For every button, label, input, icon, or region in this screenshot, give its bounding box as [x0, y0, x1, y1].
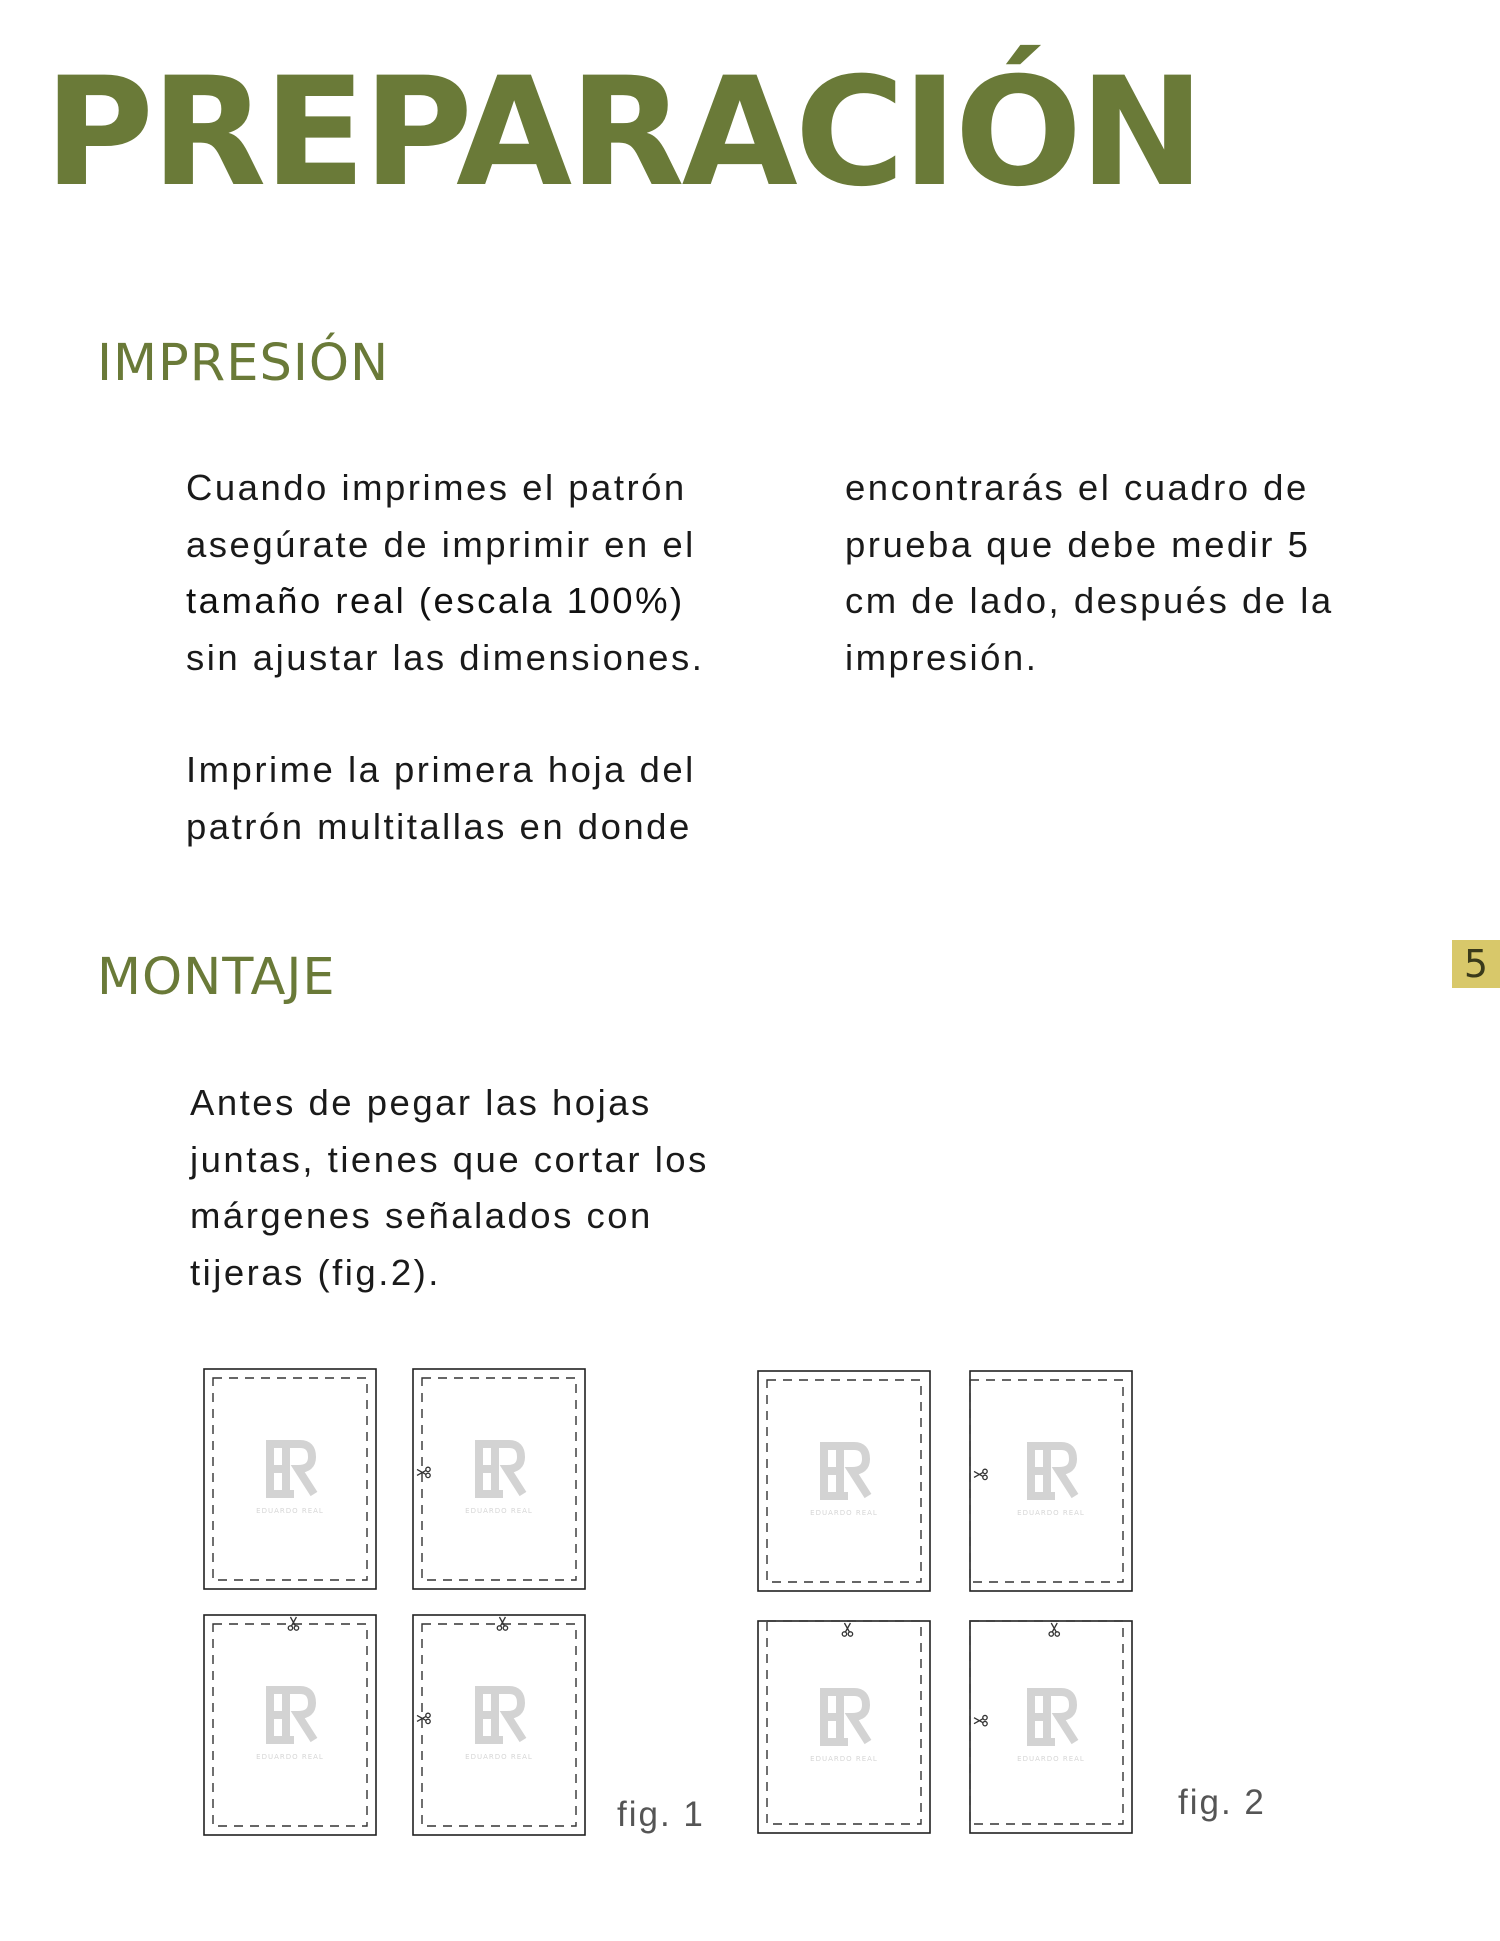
text-line: asegúrate de imprimir en el	[186, 523, 696, 565]
text-line: cm de lado, después de la	[845, 580, 1334, 621]
figure-2-sheets	[755, 1368, 1155, 1838]
text-line: Imprime la primera hoja del	[186, 749, 696, 790]
pattern-sheet	[758, 1621, 930, 1833]
pattern-sheet	[413, 1615, 585, 1835]
text-line-emphasis: tamaño real (escala 100%)	[186, 580, 685, 621]
brand-logo-text: EDUARDO REAL	[465, 1507, 533, 1515]
figure-2-caption: fig. 2	[1178, 1783, 1266, 1822]
impresion-paragraph-2	[186, 742, 696, 855]
figure-1-caption: fig. 1	[617, 1795, 705, 1834]
text-line: Cuando imprimes el patrón	[186, 467, 687, 508]
page-title: PREPARACIÓN	[44, 46, 1202, 220]
text-line: márgenes señalados con	[190, 1195, 653, 1236]
brand-logo-text: EDUARDO REAL	[465, 1753, 533, 1761]
text-line: impresión.	[845, 636, 1039, 678]
brand-logo-text: EDUARDO REAL	[256, 1753, 324, 1761]
pattern-sheet	[970, 1371, 1132, 1591]
brand-logo-text: EDUARDO REAL	[1017, 1509, 1085, 1517]
impresion-paragraph-col2	[845, 460, 1334, 686]
text-line: patrón multitallas en donde	[186, 805, 692, 847]
page-number-badge: 5	[1452, 940, 1500, 988]
section-heading-impresion: IMPRESIÓN	[97, 334, 390, 393]
brand-logo-text: EDUARDO REAL	[810, 1509, 878, 1517]
text-line: encontrarás el cuadro de	[845, 467, 1309, 508]
brand-logo-text: EDUARDO REAL	[256, 1507, 324, 1515]
text-line: tijeras (fig.2).	[190, 1251, 441, 1293]
pattern-sheet	[204, 1369, 376, 1589]
impresion-paragraph-1	[186, 460, 704, 686]
brand-logo-text: EDUARDO REAL	[1017, 1755, 1085, 1763]
pattern-sheet	[413, 1369, 585, 1589]
section-heading-montaje: MONTAJE	[97, 948, 336, 1007]
pattern-sheet	[758, 1371, 930, 1591]
text-line: Antes de pegar las hojas	[190, 1082, 652, 1123]
pattern-sheet	[204, 1615, 376, 1835]
montaje-paragraph	[190, 1075, 709, 1301]
text-line: juntas, tienes que cortar los	[190, 1138, 709, 1180]
text-line: sin ajustar las dimensiones.	[186, 636, 705, 678]
text-line: prueba que debe medir 5	[845, 523, 1311, 565]
brand-logo-text: EDUARDO REAL	[810, 1755, 878, 1763]
pattern-sheet	[970, 1621, 1132, 1833]
figure-1-sheets	[200, 1365, 600, 1840]
